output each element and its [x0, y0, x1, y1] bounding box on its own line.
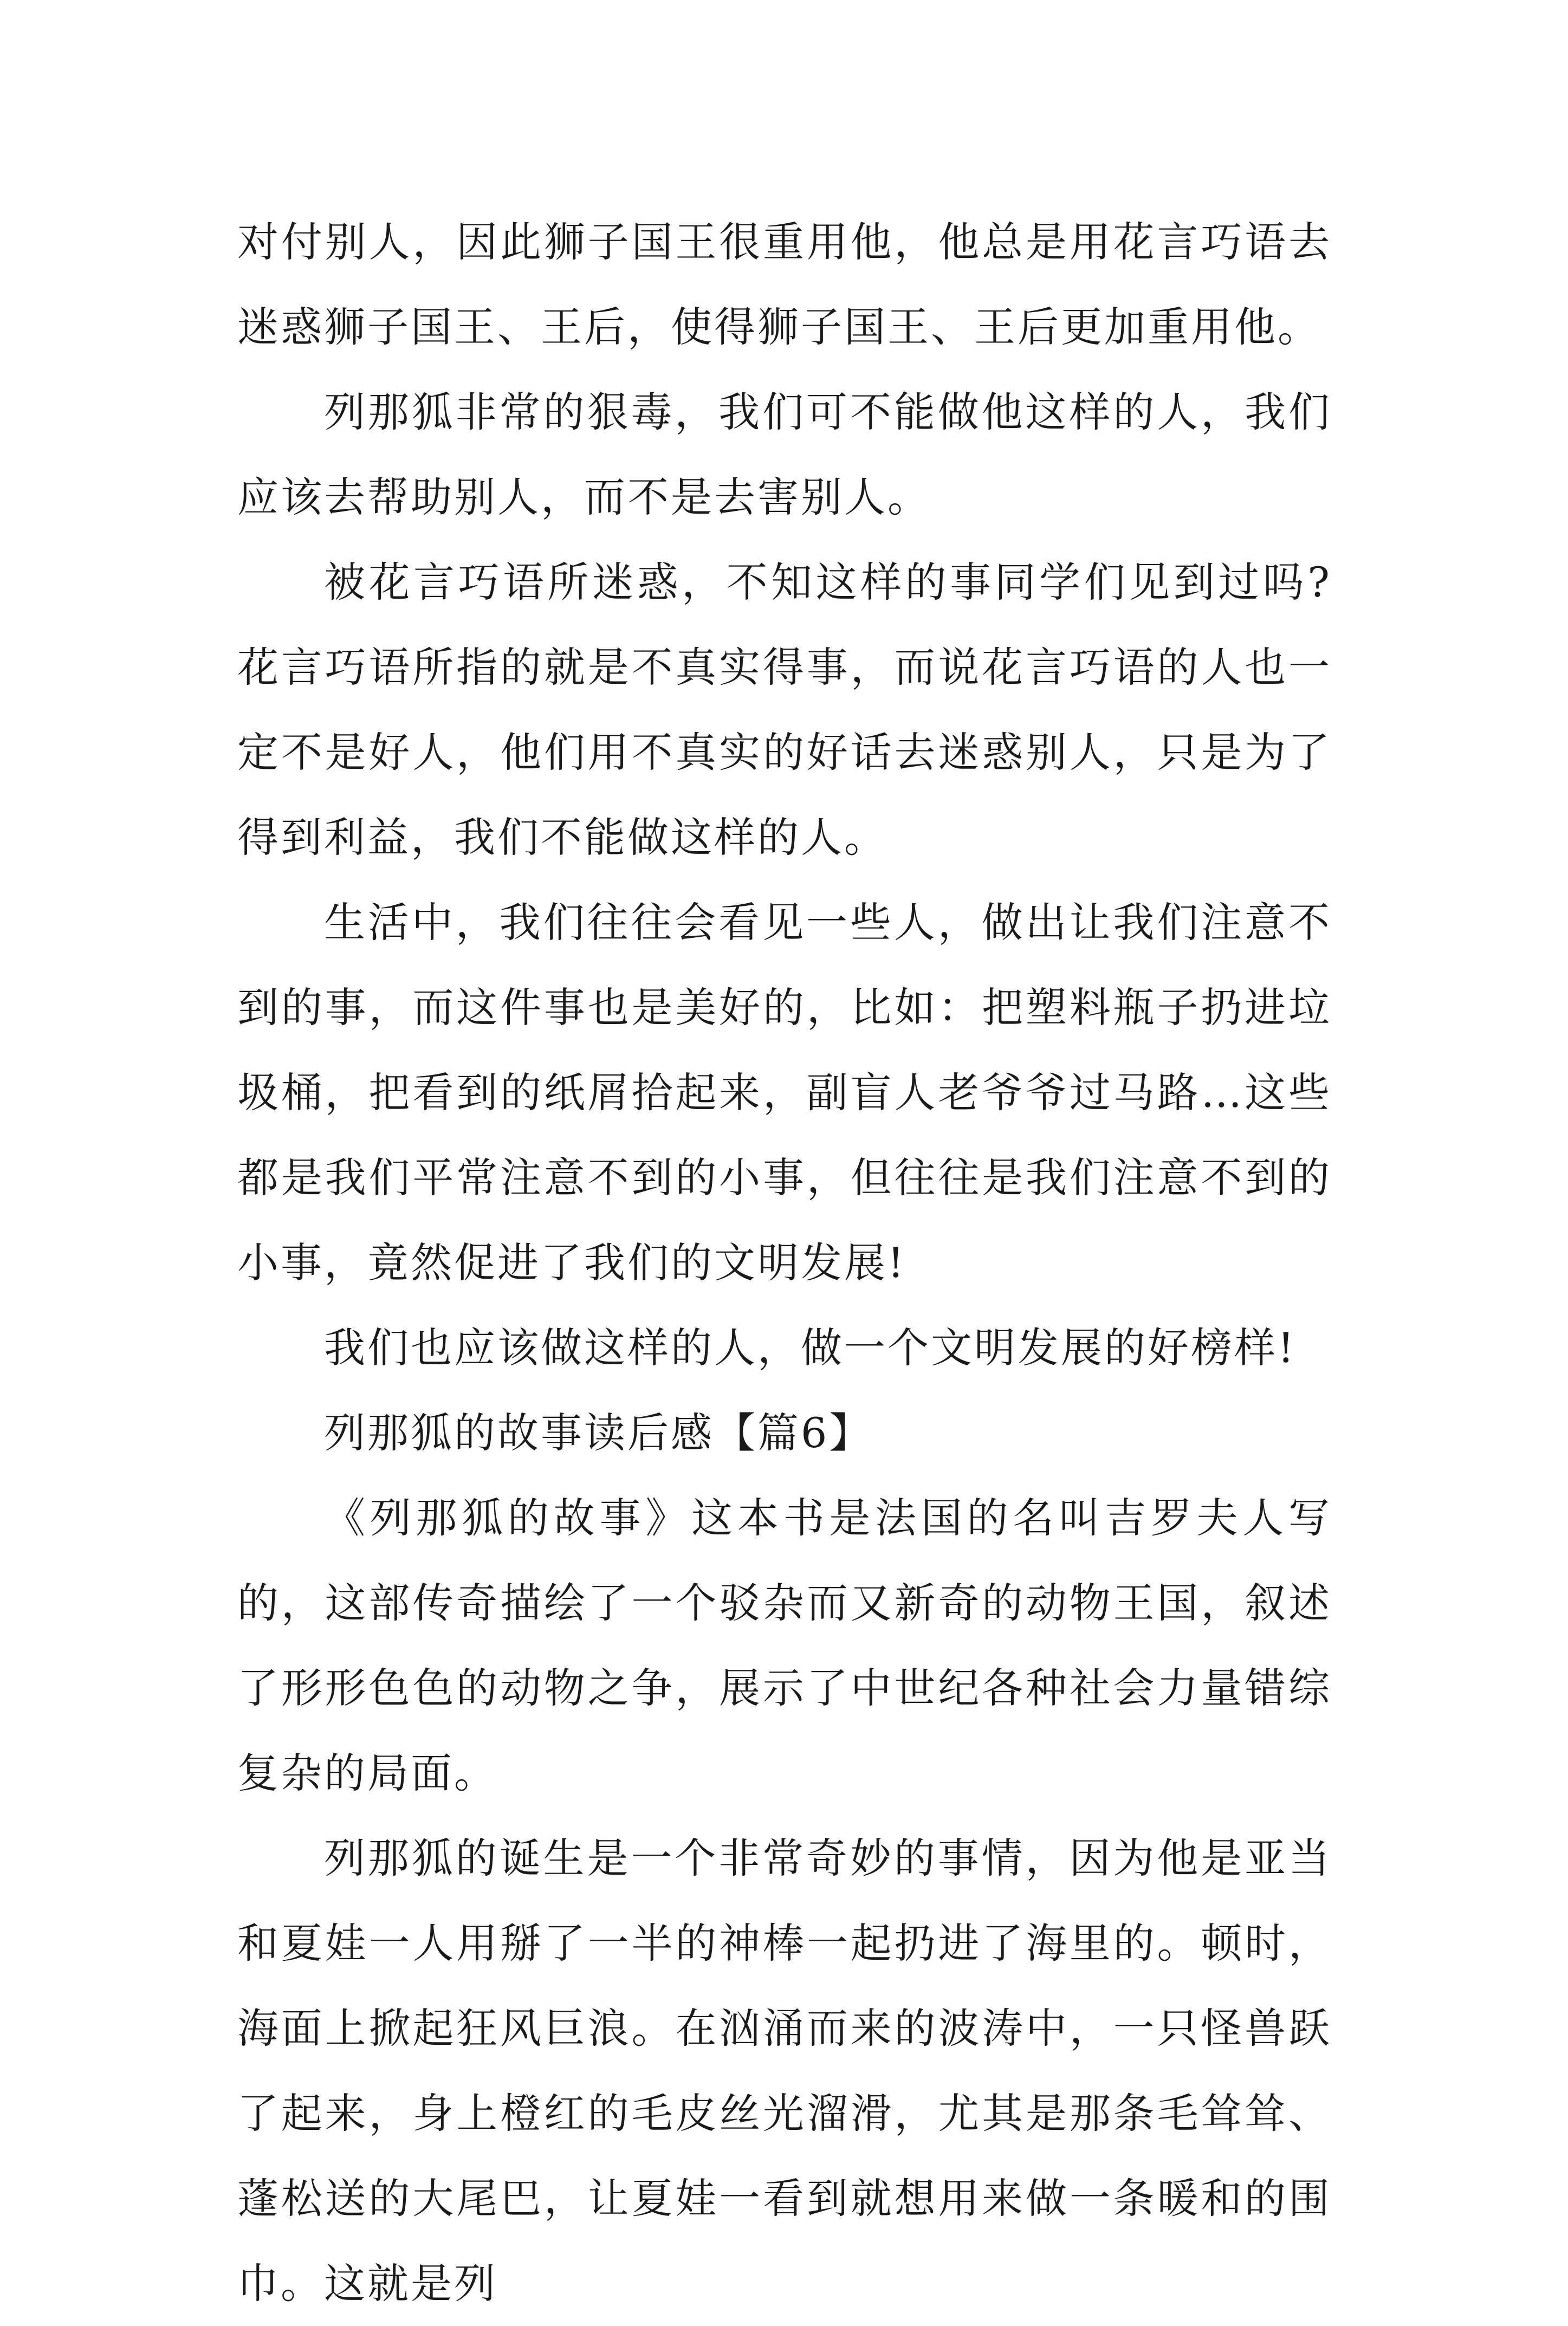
paragraph-2: 列那狐非常的狠毒，我们可不能做他这样的人，我们应该去帮助别人，而不是去害别人。: [237, 388, 1332, 521]
section-heading: 列那狐的故事读后感【篇6】: [324, 1409, 873, 1457]
paragraph-6: 《列那狐的故事》这本书是法国的名叫吉罗夫人写的，这部传奇描绘了一个驳杂而又新奇的动物王国，叙述了形形色色的动物之争，展示了中世纪各种社会力量错综复杂的局面。: [237, 1494, 1332, 1797]
paragraph-5: 我们也应该做这样的人，做一个文明发展的好榜样!: [324, 1324, 1297, 1372]
document-page: [237, 199, 1332, 2326]
paragraph-3: 被花言巧语所迷惑，不知这样的事同学们见到过吗?花言巧语所指的就是不真实得事，而说花言巧语的人也一定不是好人，他们用不真实的好话去迷惑别人，只是为了得到利益，我们不能做这样的人。: [237, 558, 1332, 861]
paragraph-4: 生活中，我们往往会看见一些人，做出让我们注意不到的事，而这件事也是美好的，比如：把塑料瓶子扔进垃圾桶，把看到的纸屑拾起来，副盲人老爷爷过马路…这些都是我们平常注意不到的小事，但往往是我们注意不到的小事，竟然促进了我们的文明发展!: [237, 898, 1332, 1287]
paragraph-7: 列那狐的诞生是一个非常奇妙的事情，因为他是亚当和夏娃一人用掰了一半的神棒一起扔进了海里的。顿时，海面上掀起狂风巨浪。在汹涌而来的波涛中，一只怪兽跃了起来，身上橙红的毛皮丝光溜滑，尤其是那条毛耸耸、蓬松送的大尾巴，让夏娃一看到就想用来做一条暖和的围巾。这就是列: [237, 1834, 1332, 2308]
paragraph-1: 对付别人，因此狮子国王很重用他，他总是用花言巧语去迷惑狮子国王、王后，使得狮子国王、王后更加重用他。: [237, 218, 1332, 351]
